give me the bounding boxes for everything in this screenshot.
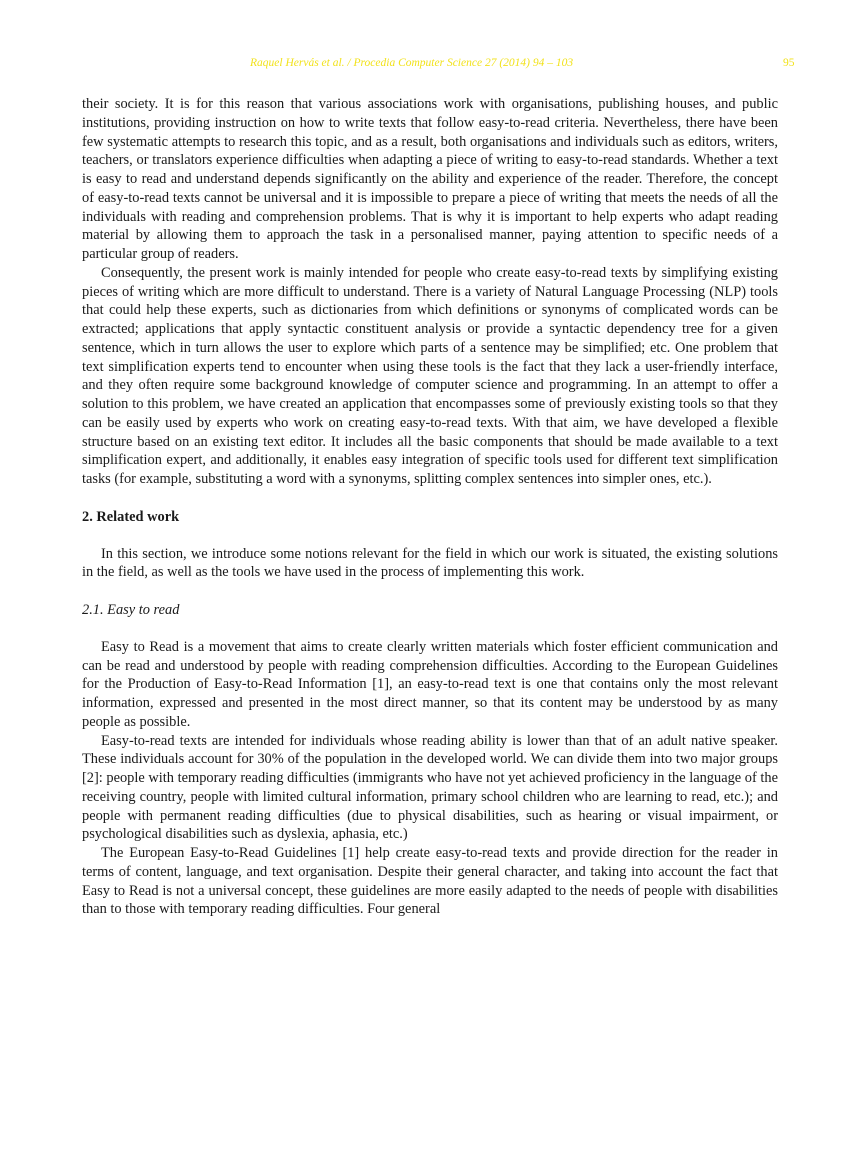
article-body (82, 95, 778, 919)
running-title: Raquel Hervás et al. / Procedia Computer Science 27 (2014) 94 – 103 (250, 57, 574, 69)
section-heading: 2. Related work (82, 508, 180, 525)
paragraph: Easy-to-read texts are intended for individuals whose reading ability is lower than that of an adult native speaker. These individuals account for 30% of the population in the developed world. We can divide them into two major groups [2]: people with temporary reading difficulties (immigrants who have not yet achieved proficiency in the language of the receiving country, people with limited cultural information, primary school children who are learning to read, etc.); and people with permanent reading difficulties (due to physical disabilities, such as hearing or visual impairment, or psychological disabilities such as dyslexia, aphasia, etc.) (82, 732, 778, 843)
paragraph: In this section, we introduce some notions relevant for the field in which our work is situated, the existing solutions in the field, as well as the tools we have used in the process of implementing this work. (82, 545, 778, 581)
page-number: 95 (783, 57, 795, 69)
paragraph: Easy to Read is a movement that aims to create clearly written materials which foster efficient communication and can be read and understood by people with reading comprehension difficulties. According to the European Guidelines for the Production of Easy-to-Read Information [1], an easy-to-read text is one that contains only the most relevant information, expressed and presented in the most direct manner, so that its content may be understood by as many people as possible. (82, 638, 778, 730)
subsection-heading: 2.1. Easy to read (82, 602, 180, 618)
paragraph: their society. It is for this reason that various associations work with organisations, publishing houses, and public institutions, providing instruction on how to write texts that follow easy-to-read criteria. Nevertheless, there have been few systematic attempts to research this topic, and as a result, both organisations and individuals such as editors, writers, teachers, or translators experience difficulties when adapting a piece of writing to easy-to-read standards. Whether a text is easy to read and understand depends significantly on the ability and experience of the reader. Therefore, the concept of easy-to-read texts cannot be universal and it is impossible to prepare a piece of writing that meets the needs of all the individuals with reading and comprehension problems. That is why it is important to help experts who adapt reading material by allowing them to approach the task in a personalised manner, paying attention to specific needs of a particular group of readers. (82, 96, 778, 262)
running-header (0, 57, 846, 73)
paragraph: Consequently, the present work is mainly intended for people who create easy-to-read texts by simplifying existing pieces of writing which are more difficult to understand. There is a variety of Natural Language Processing (NLP) tools that could help these experts, such as dictionaries from which definitions or synonyms of complicated words can be extracted; applications that apply syntactic constituent analysis or provide a syntactic dependency tree for a given sentence, which in turn allows the user to explore which parts of a sentence may be simplified; etc. One problem that text simplification experts tend to encounter when using these tools is the fact that they lack a user-friendly interface, and they often require some background knowledge of computer science and programming. In an attempt to offer a solution to this problem, we have created an application that encompasses some of previously existing tools so that they can be easily used by experts who work on creating easy-to-read texts. With that aim, we have developed a flexible structure based on an existing text editor. It includes all the basic components that should be made available to a text simplification expert, and additionally, it enables easy integration of specific tools used for different text simplification tasks (for example, substituting a word with a synonyms, splitting complex sentences into simpler ones, etc.). (82, 264, 778, 487)
paragraph: The European Easy-to-Read Guidelines [1] help create easy-to-read texts and provide direction for the reader in terms of content, language, and text organisation. Despite their general character, and taking into account the fact that Easy to Read is not a universal concept, these guidelines are more easily adapted to the needs of people with disabilities than to those with temporary reading difficulties. Four general (82, 845, 778, 918)
